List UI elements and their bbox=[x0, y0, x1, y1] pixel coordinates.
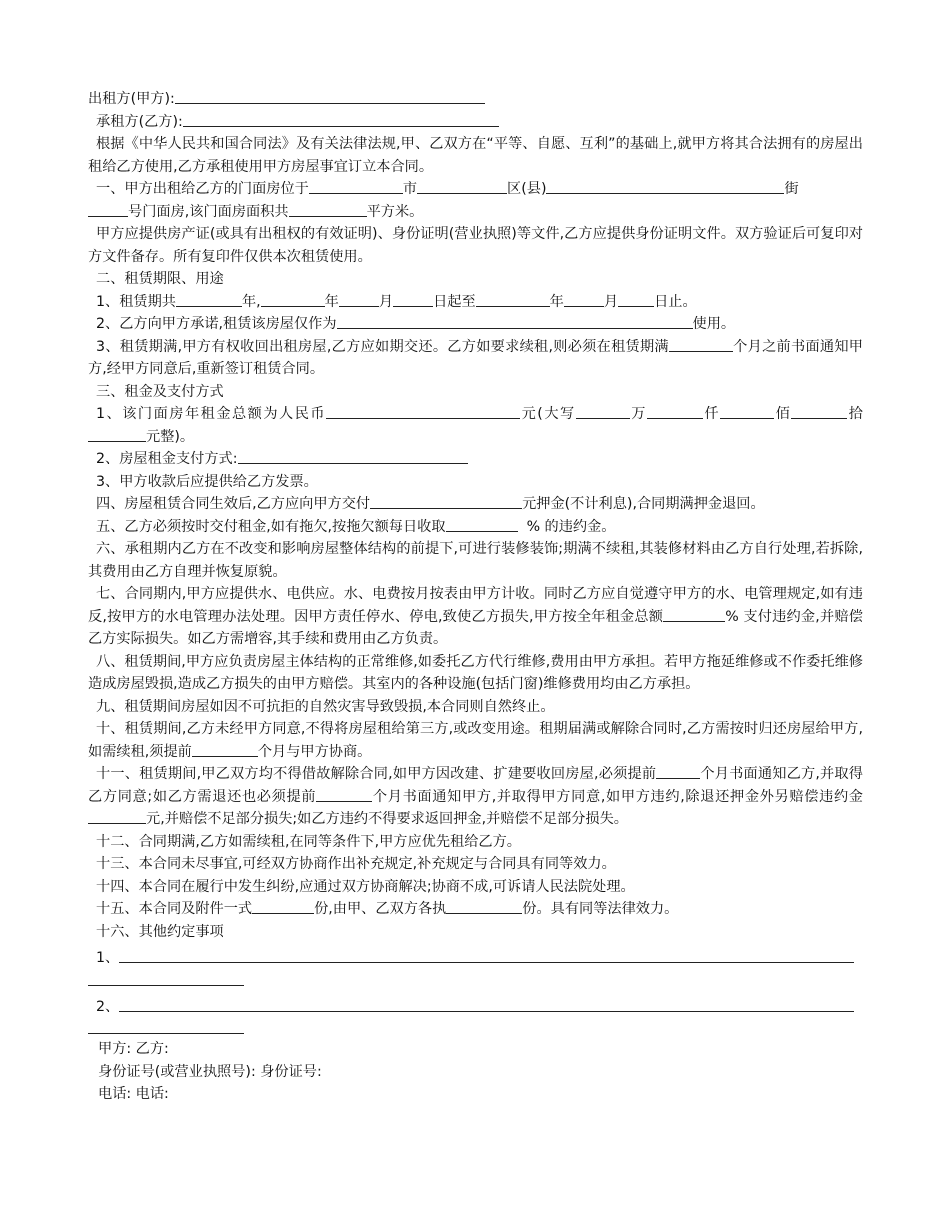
clause-13: 十三、本合同未尽事宜,可经双方协商作出补充规定,补充规定与合同具有同等效力。 bbox=[96, 856, 616, 872]
clause-3-2 bbox=[88, 448, 863, 471]
rent-bai-blank bbox=[720, 404, 774, 419]
clause-15 bbox=[88, 898, 863, 921]
clause-16-item-1-label: 1、 bbox=[96, 950, 120, 966]
preamble: 根据《中华人民共和国合同法》及有关法律法规,甲、乙双方在“平等、自愿、互利”的基础上,就甲方将其合法拥有的房屋出租给乙方使用,乙方承租使用甲方房屋事宜订立本合同。 bbox=[88, 136, 863, 175]
end-year-blank bbox=[476, 292, 550, 307]
clause-3-3: 3、甲方收款后应提供给乙方发票。 bbox=[96, 473, 318, 490]
lessee-line bbox=[88, 111, 863, 134]
clause-16-item-1-cont bbox=[88, 970, 863, 984]
clause-11-a: 十一、租赁期间,甲乙双方均不得借故解除合同,如甲方因改建、扩建要收回房屋,必须提前 bbox=[96, 766, 657, 782]
clause-3-1-b: 元(大写 bbox=[520, 406, 576, 422]
clause-2-1-d: 月 bbox=[378, 293, 394, 310]
clause-4-b: 元押金(不计利息),合同期满押金退回。 bbox=[522, 496, 765, 512]
clause-2-3-a: 3、租赁期满,甲方有权收回出租房屋,乙方应如期交还。乙方如要求续租,则必须在租赁期满 bbox=[96, 338, 669, 355]
lessor-blank bbox=[175, 89, 485, 104]
start-day-blank bbox=[393, 292, 433, 307]
other-terms-2-blank bbox=[119, 997, 854, 1012]
district-blank bbox=[417, 179, 507, 194]
clause-15-c: 份。具有同等法律效力。 bbox=[522, 901, 679, 917]
clause-10-a: 十、租赁期间,乙方未经甲方同意,不得将房屋租给第三方,或改变用途。租期届满或解除合同时,乙方需按时归还房屋给甲方,如需续租,须提前 bbox=[88, 721, 863, 760]
lessor-notice-blank bbox=[656, 764, 700, 779]
signature-id-numbers: 身份证号(或营业执照号): 身份证号: bbox=[98, 1063, 322, 1080]
clause-15-a: 十五、本合同及附件一式 bbox=[96, 901, 253, 917]
signature-parties: 甲方: 乙方: bbox=[98, 1041, 169, 1057]
city-blank bbox=[309, 179, 403, 194]
clause-1-text-b: 市 bbox=[402, 181, 418, 197]
clause-6: 六、承租期内乙方在不改变和影响房屋整体结构的前提下,可进行装修装饰;期满不续租,其装修材料由乙方自行处理,若拆除,其费用由乙方自理并恢复原貌。 bbox=[88, 541, 863, 580]
clause-1-documents: 甲方应提供房产证(或具有出租权的有效证明)、身份证明(营业执照)等文件,乙方应提供身份证明文件。双方验证后可复印对方文件备存。所有复印件仅供本次租赁使用。 bbox=[88, 226, 863, 265]
start-month-blank bbox=[339, 292, 379, 307]
lessor-label: 出租方(甲方): bbox=[88, 91, 175, 107]
clause-8: 八、租赁期间,甲方应负责房屋主体结构的正常维修,如委托乙方代行维修,费用由甲方承担。若甲方拖延维修或不作委托维修造成房屋毁损,造成乙方损失的由甲方赔偿。其室内的各种设施(包括门窗)维修费用均由乙方承担。 bbox=[88, 653, 863, 692]
clause-1-text-a: 一、甲方出租给乙方的门面房位于 bbox=[96, 181, 309, 197]
clause-7 bbox=[88, 583, 863, 651]
clause-3-1-g: 元整)。 bbox=[146, 428, 195, 445]
clause-11-b: 个月书面通知乙方,并取得乙方同意;如乙方需退还也必须提前 bbox=[88, 766, 863, 805]
lessee-notice-blank bbox=[316, 787, 372, 802]
each-copies-blank bbox=[446, 899, 522, 914]
clause-15-b: 份,由甲、乙双方各执 bbox=[314, 901, 447, 917]
clause-1-text-f: 平方米。 bbox=[366, 203, 424, 220]
copies-blank bbox=[252, 899, 314, 914]
notice-months-blank bbox=[669, 337, 733, 352]
signature-phones: 电话: 电话: bbox=[98, 1086, 169, 1102]
rent-amount-blank bbox=[326, 404, 520, 419]
clause-2-1-g: 月 bbox=[603, 293, 619, 310]
area-blank bbox=[289, 202, 367, 217]
clause-16-item-2 bbox=[88, 996, 863, 1019]
clause-2-2-b: 使用。 bbox=[692, 316, 736, 332]
clause-7-b: % 支付违约金,并赔偿乙方实际损失。如乙方需增容,其手续和费用由乙方负责。 bbox=[88, 608, 863, 647]
clause-2-2 bbox=[88, 313, 863, 336]
clause-1-text-c: 区(县) bbox=[507, 181, 547, 197]
clause-16-item-2-cont bbox=[88, 1018, 863, 1032]
clause-3-1-e: 佰 bbox=[774, 406, 792, 422]
clause-1-text-e: 号门面房,该门面房面积共 bbox=[128, 203, 289, 220]
late-fee-rate-blank bbox=[446, 517, 518, 532]
clause-10-b: 个月与甲方协商。 bbox=[257, 743, 372, 760]
clause-2-title: 二、租赁期限、用途 bbox=[96, 271, 224, 287]
clause-2-3-b: 个月之前书面通知甲方,经甲方同意后,重新签订租赁合同。 bbox=[88, 338, 863, 377]
clause-9: 九、租赁期间房屋如因不可抗拒的自然灾害导致毁损,本合同则自然终止。 bbox=[96, 698, 555, 715]
clause-16-item-1 bbox=[88, 947, 863, 970]
clause-5 bbox=[88, 516, 863, 539]
clause-5-a: 五、乙方必须按时交付租金,如有拖欠,按拖欠额每日收取 bbox=[96, 518, 446, 535]
clause-2-1-h: 日止。 bbox=[654, 293, 697, 310]
penalty-amount-blank bbox=[88, 809, 146, 824]
clause-3-1 bbox=[88, 403, 863, 448]
usage-blank bbox=[337, 314, 693, 329]
rent-bai-amount-blank bbox=[791, 404, 847, 419]
clause-14: 十四、本合同在履行中发生纠纷,应通过双方协商解决;协商不成,可诉请人民法院处理。 bbox=[96, 878, 635, 895]
clause-2-3 bbox=[88, 336, 863, 381]
clause-2-1-f: 年 bbox=[549, 293, 564, 310]
utility-penalty-blank bbox=[663, 607, 725, 622]
end-month-blank bbox=[564, 292, 604, 307]
clause-3-1-c: 万 bbox=[629, 406, 647, 422]
clause-3-2-text: 2、房屋租金支付方式: bbox=[96, 451, 238, 467]
clause-1-location bbox=[88, 178, 863, 201]
clause-11 bbox=[88, 763, 863, 831]
street-blank bbox=[546, 179, 784, 194]
clause-2-1-a: 1、租赁期共 bbox=[96, 293, 176, 310]
clause-10 bbox=[88, 718, 863, 763]
rent-qian-blank bbox=[647, 404, 703, 419]
clause-1-area bbox=[88, 201, 863, 224]
clause-11-c: 个月书面通知甲方,并取得甲方同意,如甲方违约,除退还押金外另赔偿违约金 bbox=[372, 788, 863, 805]
clause-11-d: 元,并赔偿不足部分损失;如乙方违约不得要求返回押金,并赔偿不足部分损失。 bbox=[146, 811, 628, 827]
rent-wan-blank bbox=[576, 404, 630, 419]
clause-3-title: 三、租金及支付方式 bbox=[96, 383, 224, 400]
clause-16-item-2-label: 2、 bbox=[96, 998, 120, 1015]
number-blank bbox=[88, 202, 128, 217]
renewal-notice-blank bbox=[192, 742, 258, 757]
clause-3-1-f: 拾 bbox=[847, 406, 863, 422]
other-terms-1-cont-blank bbox=[88, 977, 244, 986]
lessee-label: 承租方(乙方): bbox=[96, 113, 183, 130]
lessee-blank bbox=[183, 112, 499, 127]
lessor-line bbox=[88, 88, 863, 111]
deposit-blank bbox=[370, 494, 522, 509]
contract-document bbox=[88, 88, 863, 1106]
other-terms-1-blank bbox=[119, 948, 854, 963]
clause-7-a: 七、合同期内,甲方应提供水、电供应。水、电费按月按表由甲方计收。同时乙方应自觉遵守甲方的水、电管理规定,如有违反,按甲方的水电管理办法处理。因甲方责任停水、停电,致使乙方损失,甲方按全年租金总额 bbox=[88, 586, 863, 625]
clause-2-1 bbox=[88, 291, 863, 314]
clause-4-a: 四、房屋租赁合同生效后,乙方应向甲方交付 bbox=[96, 496, 371, 512]
clause-2-1-e: 日起至 bbox=[433, 293, 476, 310]
end-day-blank bbox=[618, 292, 654, 307]
signature-block bbox=[88, 1038, 863, 1106]
clause-1-text-d: 街 bbox=[784, 181, 799, 197]
start-year-blank bbox=[261, 292, 325, 307]
clause-2-1-c: 年 bbox=[324, 293, 339, 310]
clause-12: 十二、合同期满,乙方如需续租,在同等条件下,甲方应优先租给乙方。 bbox=[96, 833, 521, 850]
other-terms-2-cont-blank bbox=[88, 1025, 244, 1034]
clause-2-2-a: 2、乙方向甲方承诺,租赁该房屋仅作为 bbox=[96, 316, 337, 332]
clause-2-1-b: 年, bbox=[241, 293, 261, 310]
clause-4 bbox=[88, 493, 863, 516]
clause-3-1-d: 仟 bbox=[702, 406, 721, 422]
term-years-blank bbox=[176, 292, 242, 307]
clause-16-title: 十六、其他约定事项 bbox=[96, 923, 224, 940]
rent-shi-blank bbox=[88, 427, 146, 442]
clause-5-b: % 的违约金。 bbox=[526, 518, 616, 535]
clause-3-1-a: 1、该门面房年租金总额为人民币 bbox=[96, 406, 327, 422]
payment-method-blank bbox=[238, 449, 468, 464]
